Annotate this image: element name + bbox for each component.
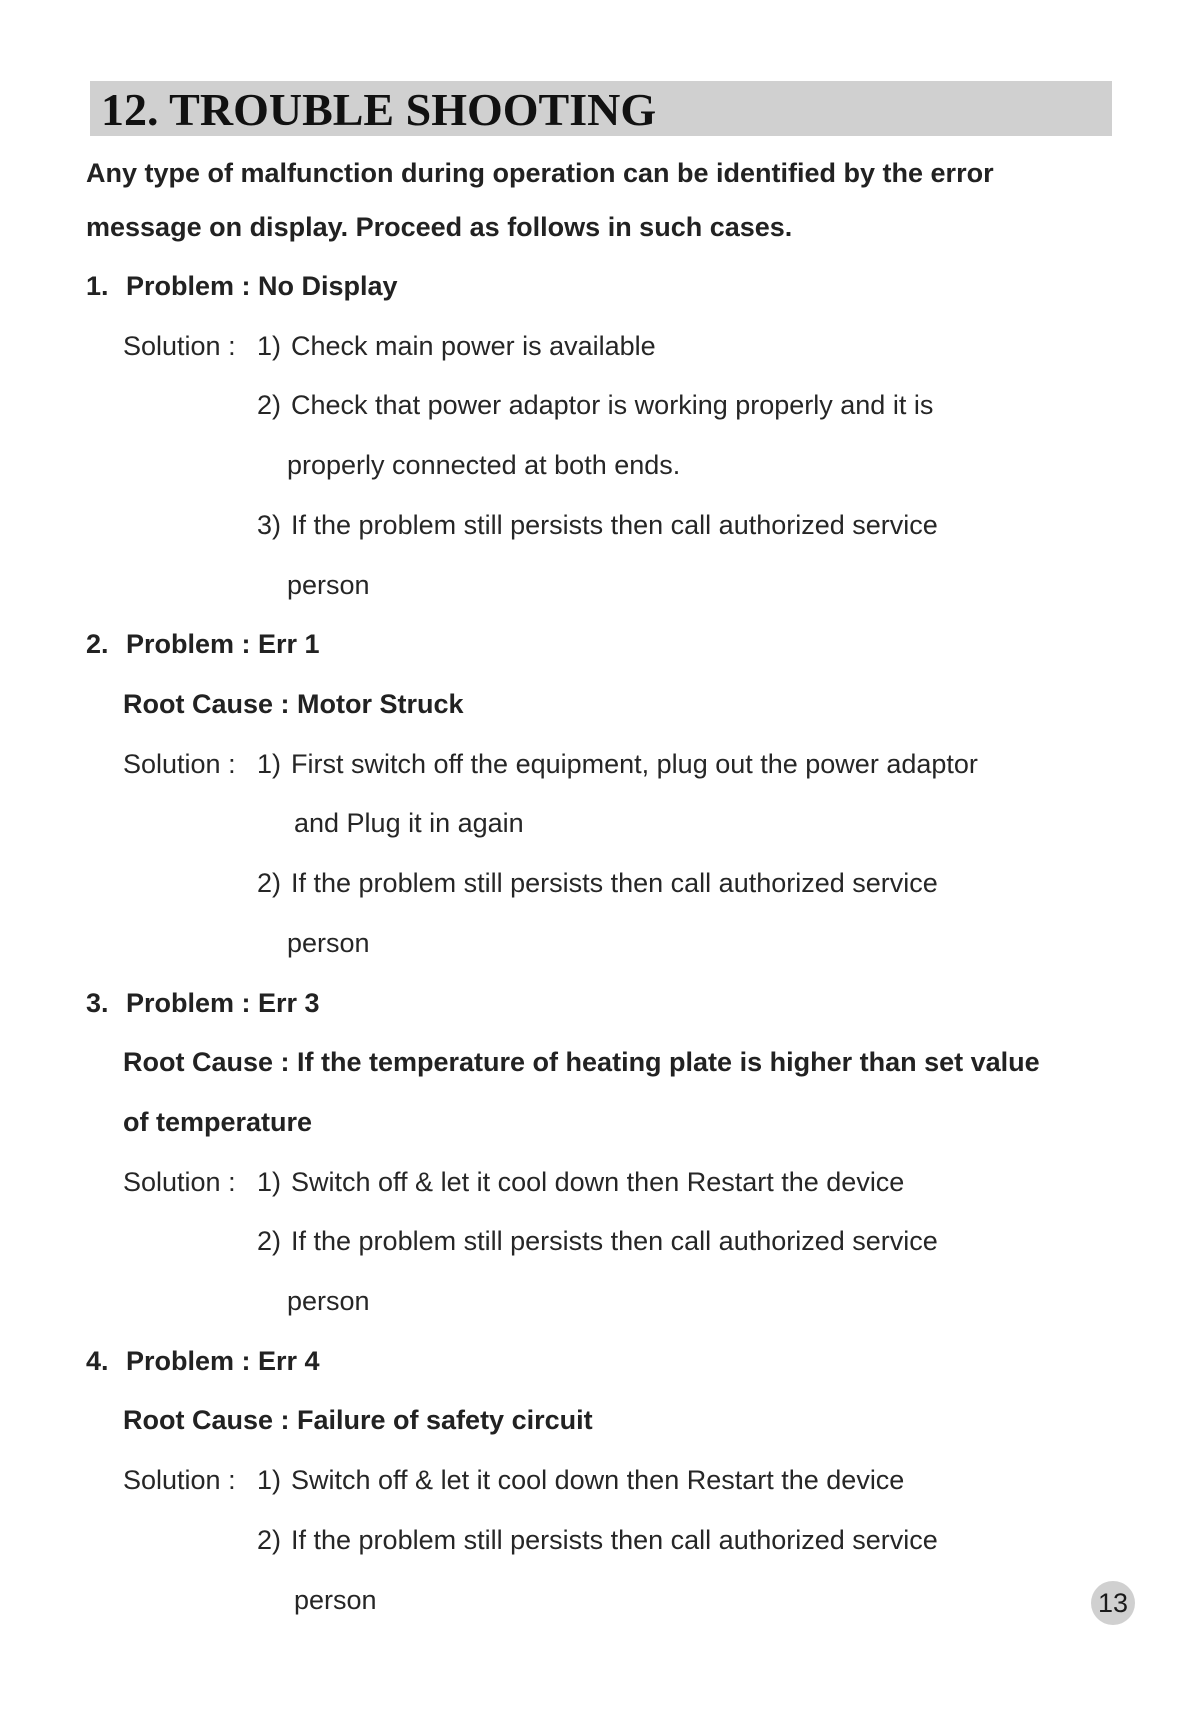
solution-text: Switch off & let it cool down then Restart the device	[291, 1465, 905, 1495]
root-cause: Root Cause : Motor Struck	[123, 689, 464, 719]
solution-label: Solution :	[123, 1167, 236, 1197]
section-title-bar	[90, 81, 1112, 136]
solution-number: 2)	[257, 1525, 282, 1555]
solution-label: Solution :	[123, 1465, 236, 1495]
solution-number: 3)	[257, 510, 282, 540]
root-cause: Root Cause : Failure of safety circuit	[123, 1405, 593, 1435]
problem-number: 4.	[86, 1346, 109, 1376]
solution-label: Solution :	[123, 331, 236, 361]
solution-number: 2)	[257, 1226, 282, 1256]
problem-heading: Problem : No Display	[126, 271, 398, 301]
solution-number: 1)	[257, 749, 282, 779]
intro-line-2: message on display. Proceed as follows in such cases.	[86, 212, 793, 242]
solution-text-cont: person	[287, 928, 370, 958]
solution-number: 2)	[257, 868, 282, 898]
page-number-badge: 13	[1091, 1581, 1135, 1625]
solution-text: Check that power adaptor is working properly and it is	[291, 390, 934, 420]
problem-number: 3.	[86, 988, 109, 1018]
intro-line-1: Any type of malfunction during operation can be identified by the error	[86, 158, 994, 188]
problem-heading: Problem : Err 3	[126, 988, 320, 1018]
problem-number: 1.	[86, 271, 109, 301]
section-title: 12. TROUBLE SHOOTING	[101, 84, 657, 135]
solution-text: If the problem still persists then call authorized service	[291, 1226, 938, 1256]
solution-text: If the problem still persists then call authorized service	[291, 510, 938, 540]
problem-number: 2.	[86, 629, 109, 659]
solution-text-cont: person	[287, 1286, 370, 1316]
solution-number: 1)	[257, 331, 282, 361]
solution-text-cont: person	[294, 1585, 377, 1615]
solution-number: 2)	[257, 390, 282, 420]
solution-text: If the problem still persists then call authorized service	[291, 868, 938, 898]
root-cause: Root Cause : If the temperature of heating plate is higher than set value	[123, 1047, 1040, 1077]
solution-text-cont: person	[287, 570, 370, 600]
solution-number: 1)	[257, 1167, 282, 1197]
root-cause-cont: of temperature	[123, 1107, 313, 1137]
solution-label: Solution :	[123, 749, 236, 779]
solution-text: Switch off & let it cool down then Restart the device	[291, 1167, 905, 1197]
problem-heading: Problem : Err 1	[126, 629, 320, 659]
solution-text: First switch off the equipment, plug out the power adaptor	[291, 749, 978, 779]
solution-text: If the problem still persists then call authorized service	[291, 1525, 938, 1555]
solution-text-cont: and Plug it in again	[294, 808, 524, 838]
problem-heading: Problem : Err 4	[126, 1346, 320, 1376]
solution-text: Check main power is available	[291, 331, 656, 361]
solution-number: 1)	[257, 1465, 282, 1495]
solution-text-cont: properly connected at both ends.	[287, 450, 681, 480]
